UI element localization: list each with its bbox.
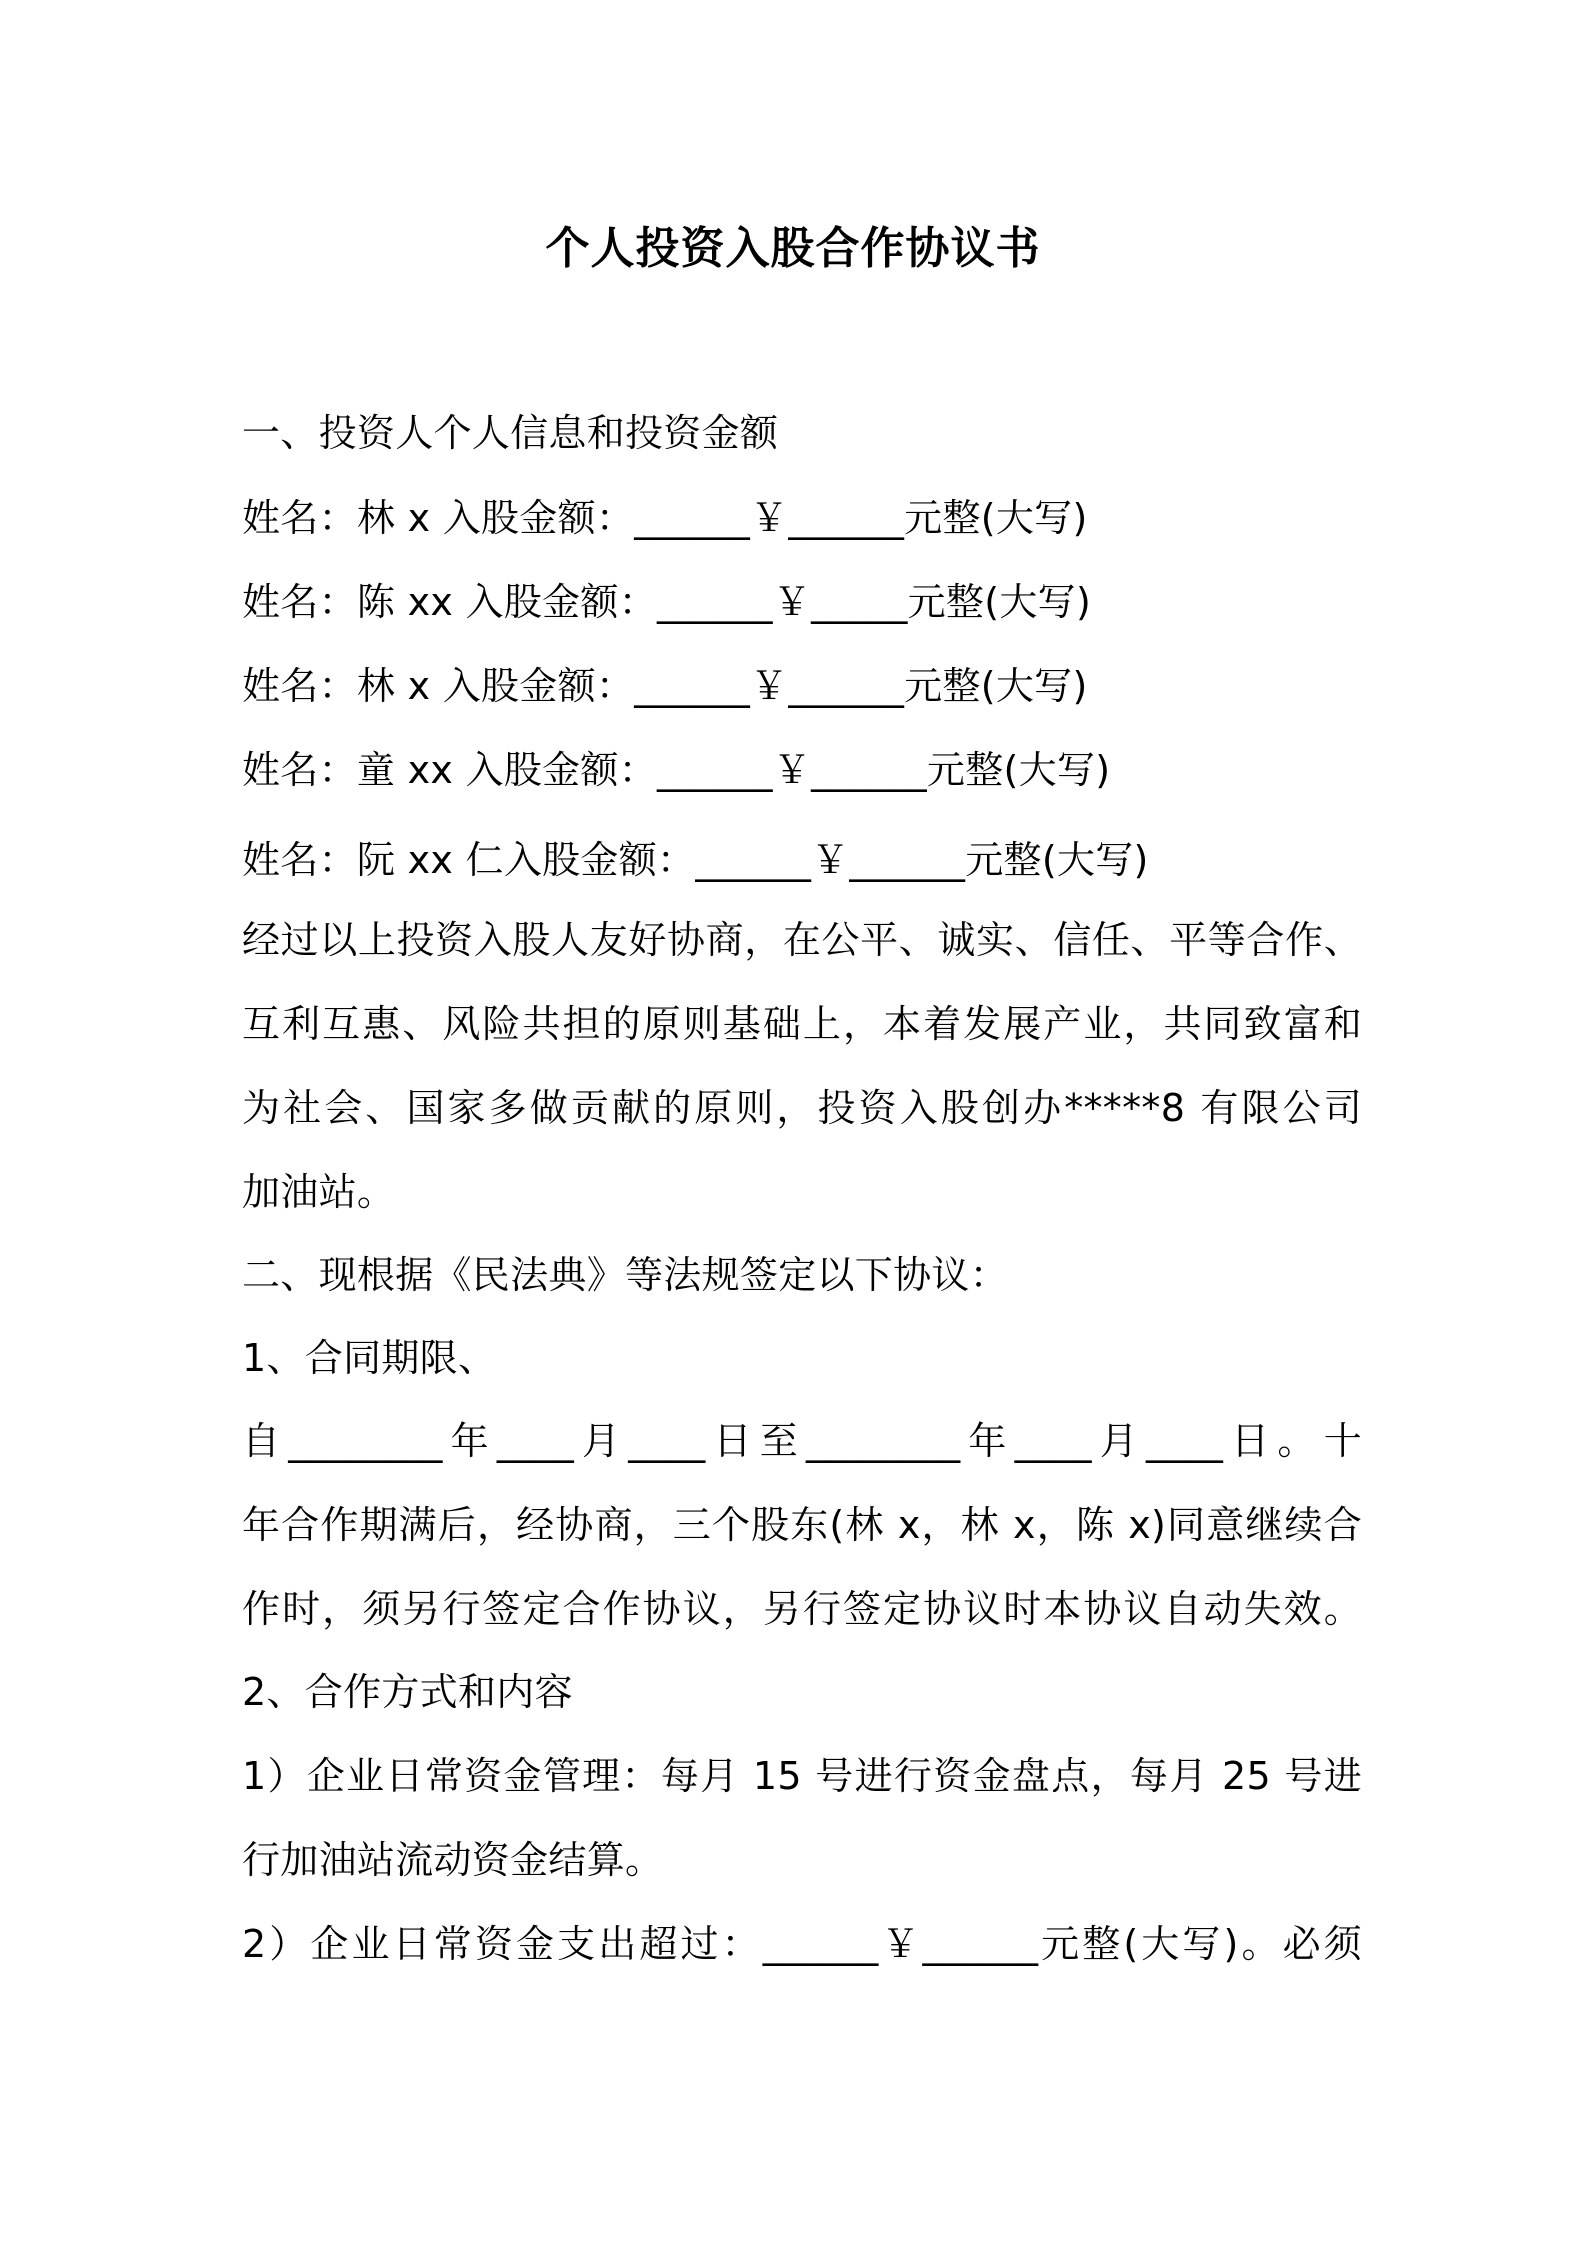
- paragraph-line: 加油站。: [242, 1170, 396, 1214]
- paragraph-line: 互利互惠、风险共担的原则基础上，本着发展产业，共同致富和: [242, 1002, 1362, 1046]
- investor-line: 姓名：陈 xx 入股金额：______￥_____元整(大写): [242, 580, 1092, 624]
- clause-heading-cooperation: 2、合作方式和内容: [242, 1670, 573, 1714]
- paragraph-line: 2）企业日常资金支出超过：______￥______元整(大写)。必须: [242, 1922, 1362, 1966]
- document-title: 个人投资入股合作协议书: [545, 223, 1041, 274]
- clause-heading-term: 1、合同期限、: [242, 1336, 497, 1380]
- paragraph-line: 作时，须另行签定合作协议，另行签定协议时本协议自动失效。: [242, 1587, 1362, 1631]
- paragraph-line: 自________年____月____日至________年____月____日。十: [242, 1419, 1362, 1463]
- paragraph-line: 1）企业日常资金管理：每月 15 号进行资金盘点，每月 25 号进: [242, 1754, 1362, 1798]
- investor-line: 姓名：林 x 入股金额：______￥______元整(大写): [242, 664, 1088, 708]
- section-heading-agreement: 二、现根据《民法典》等法规签定以下协议：: [242, 1253, 1009, 1297]
- paragraph-line: 行加油站流动资金结算。: [242, 1838, 664, 1882]
- investor-line: 姓名：童 xx 入股金额：______￥______元整(大写): [242, 748, 1111, 792]
- investor-line: 姓名：林 x 入股金额：______￥______元整(大写): [242, 496, 1088, 540]
- paragraph-line: 为社会、国家多做贡献的原则，投资入股创办*****8 有限公司: [242, 1086, 1362, 1130]
- investor-line: 姓名：阮 xx 仁入股金额：______￥______元整(大写): [242, 838, 1149, 882]
- paragraph-line: 经过以上投资入股人友好协商，在公平、诚实、信任、平等合作、: [242, 918, 1362, 962]
- section-heading-investor-info: 一、投资人个人信息和投资金额: [242, 411, 779, 455]
- paragraph-line: 年合作期满后，经协商，三个股东(林 x，林 x，陈 x)同意继续合: [242, 1503, 1362, 1547]
